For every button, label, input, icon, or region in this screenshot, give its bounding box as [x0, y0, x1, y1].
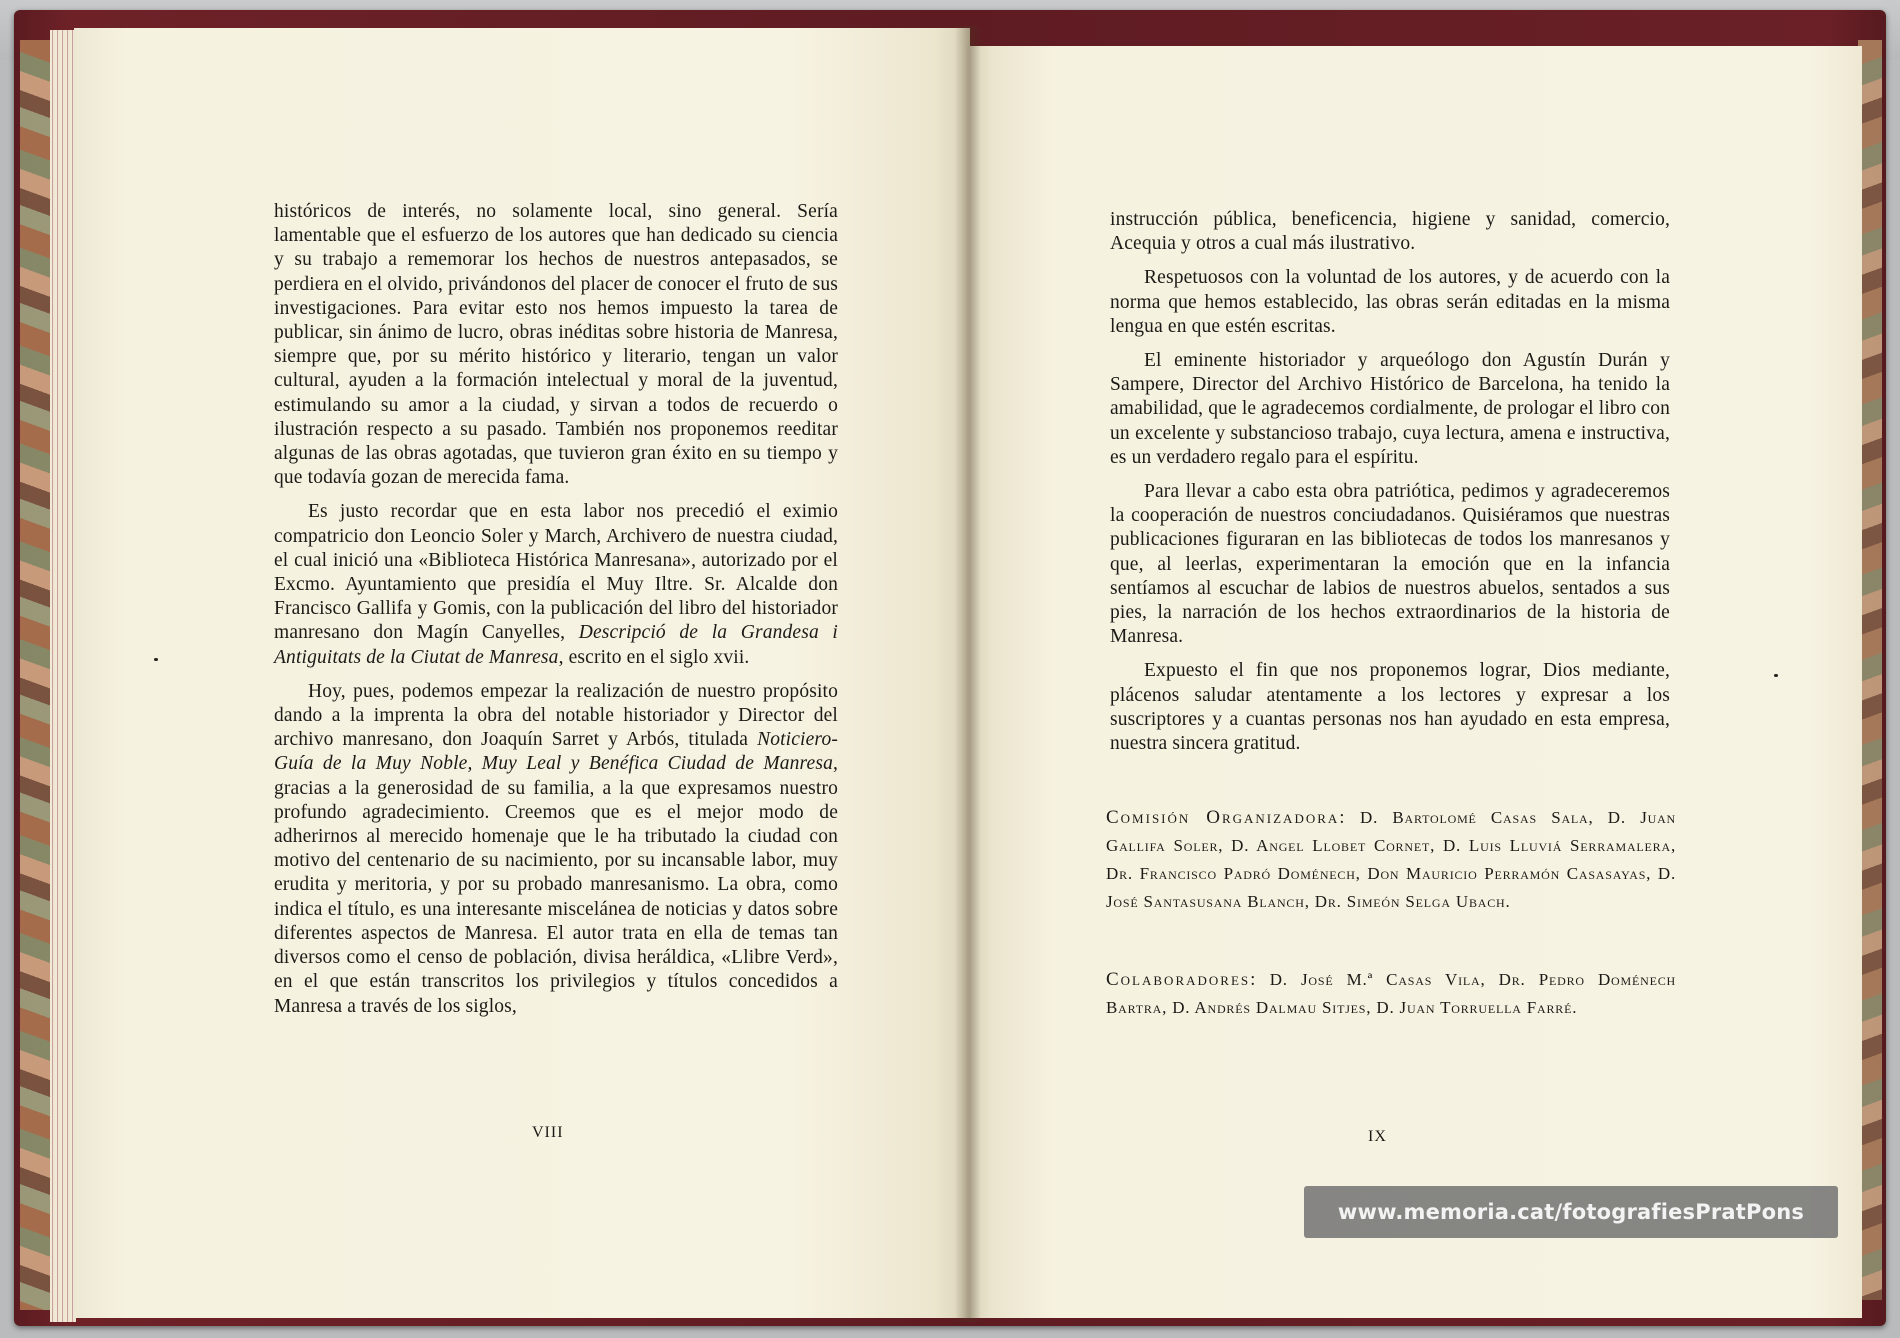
right-paragraph-5: Expuesto el fin que nos proponemos lograr, Dios mediante, plácenos saludar atentamente a los lectores y expresar a los suscriptores y a cuantas personas nos han ayudado en esta empresa, nuestra sincera gratitud. — [1110, 660, 1670, 755]
page-number-right: IX — [1368, 1128, 1387, 1145]
marbled-endpaper-left — [20, 40, 52, 1310]
paragraph-text: Hoy, pues, podemos empezar la realización de nuestro propósito dando a la imprenta la obra del notable historiador y Director del archivo manresano, don Joaquín Sarret y Arbós, titulada — [274, 680, 838, 751]
colaboradores — [1106, 966, 1676, 1022]
left-paragraph-2 — [274, 500, 838, 669]
page-edges-left — [50, 30, 76, 1322]
colaboradores-names: D. José M.ª Casas Vila, Dr. Pedro Doménech Bartra, D. Andrés Dalmau Sitjes, D. Juan Torruella Farré. — [1106, 970, 1676, 1017]
left-paragraph-3 — [274, 680, 838, 1019]
print-speck — [1774, 674, 1778, 677]
book-gutter — [955, 26, 981, 1322]
left-page — [74, 28, 970, 1318]
book-title-sarret: Noticiero-Guía de la Muy Noble, Muy Leal y Benéfica Ciudad de Manresa — [274, 729, 838, 775]
comision-organizadora — [1106, 804, 1676, 916]
right-page — [966, 46, 1862, 1318]
print-speck — [154, 658, 158, 661]
page-number-left: VIII — [532, 1124, 564, 1141]
right-paragraph-1: instrucción pública, beneficencia, higiene y sanidad, comercio, Acequia y otros a cual más ilustrativo. — [1110, 209, 1670, 255]
paragraph-text: Es justo recordar que en esta labor nos precedió el eximio compatricio don Leoncio Soler y March, Archivero de nuestra ciudad, el cual inició una «Biblioteca Histórica Manresana», autorizado por el Excmo. Ayuntamiento que presidía el Muy Iltre. Sr. Alcalde don Francisco Gallifa y Gomis, con la publicación del libro del historiador manresano don Magín Canyelles, — [274, 501, 838, 644]
comision-names: D. Bartolomé Casas Sala, D. Juan Gallifa Soler, D. Angel Llobet Cornet, D. Luis Lluviá Serramalera, Dr. Francisco Padró Doménech, Don Mauricio Perramón Casasayas, D. José Santasusana Blanch, Dr. Simeón Selga Ubach. — [1106, 808, 1677, 911]
colaboradores-heading: Colaboradores: — [1106, 969, 1258, 990]
right-paragraph-2: Respetuosos con la voluntad de los autores, y de acuerdo con la norma que hemos establecido, las obras serán editadas en la misma lengua en que estén escritas. — [1110, 267, 1670, 337]
right-paragraph-3: El eminente historiador y arqueólogo don Agustín Durán y Sampere, Director del Archivo Histórico de Barcelona, ha tenido la amabilidad, que le agradecemos cordialmente, de prologar el libro con un excelente y substancioso trabajo, cuya lectura, amena e instructiva, es un verdadero regalo para el espíritu. — [1110, 350, 1670, 468]
right-paragraph-4: Para llevar a cabo esta obra patriótica, pedimos y agradeceremos la cooperación de nuestros conciudadanos. Quisiéramos que nuestras publicaciones figuraran en las bibliotecas de todos los manresanos y que, al leerlas, experimentaran la emoción que en la infancia sentíamos al escuchar de labios de nuestros abuelos, sentados a sus pies, la narración de los hechos extraordinarios de la historia de Manresa. — [1110, 481, 1670, 648]
paragraph-text: , escrito en el siglo xvii. — [558, 646, 750, 668]
paragraph-text: , gracias a la generosidad de su familia, a la que expresamos nuestro profundo agradecimiento. Creemos que es el mejor modo de adherirnos al merecido homenaje que le ha tributado la ciudad con motivo del centenario de su nacimiento, por su incansable labor, muy erudita y meritoria, y por su probado manresanismo. La obra, como indica el título, es una interesante miscelánea de noticias y datos sobre diferentes aspectos de Manresa. El autor trata en ella de temas tan diversos como el censo de población, divisa heráldica, «Llibre Verd», en el que están transcritos los privilegios y títulos concedidos a Manresa a través de los siglos, — [274, 753, 838, 1017]
left-paragraph-1: históricos de interés, no solamente local, sino general. Sería lamentable que el esfuerzo de los autores que han dedicado su ciencia y su trabajo a rememorar los hechos de nuestros antepasados, se perdiera en el olvido, privándonos del placer de conocer el fruto de sus investigaciones. Para evitar esto nos hemos impuesto la tarea de publicar, sin ánimo de lucro, obras inéditas sobre historia de Manresa, siempre que, por su mérito histórico y literario, tengan un valor cultural, ayuden a la formación intelectual y moral de la juventud, estimulando su amor a la ciudad, y sirvan a todos de recuerdo o ilustración respecto a su pasado. También nos proponemos reeditar algunas de las obras agotadas, que tuvieron gran éxito en su tiempo y que todavía gozan de merecida fama. — [274, 201, 838, 489]
watermark: www.memoria.cat/fotografiesPratPons — [1304, 1186, 1838, 1238]
right-page-text — [1110, 208, 1670, 766]
comision-heading: Comisión Organizadora: — [1106, 807, 1347, 828]
book-title-canyelles: Descripció de la Grandesa i Antiguitats de la Ciutat de Manresa — [274, 622, 838, 668]
left-page-text — [274, 200, 838, 1029]
